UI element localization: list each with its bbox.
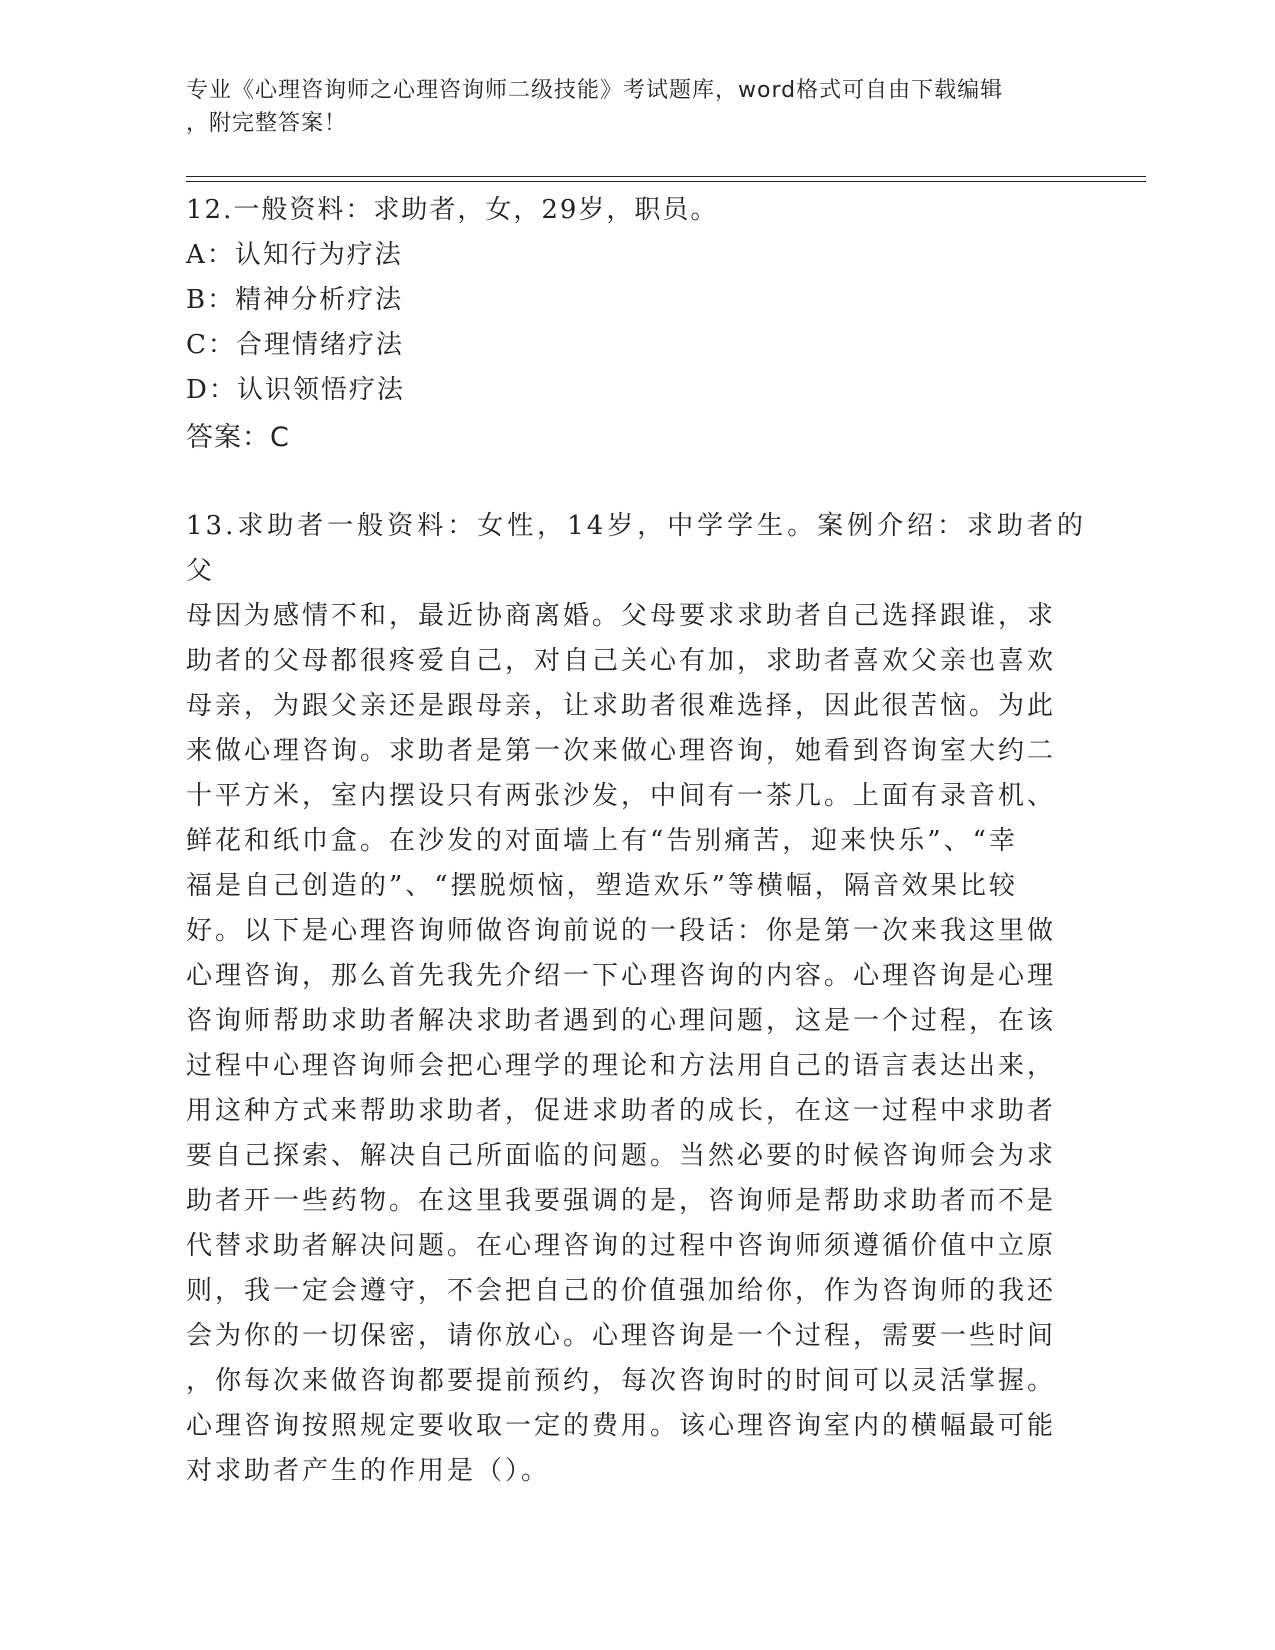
question-13-line: 代替求助者解决问题。在心理咨询的过程中咨询师须遵循价值中立原 <box>186 1231 1057 1261</box>
question-13-line: 则，我一定会遵守，不会把自己的价值强加给你，作为咨询师的我还 <box>186 1276 1057 1306</box>
question-13-line: 好。以下是心理咨询师做咨询前说的一段话：你是第一次来我这里做 <box>186 916 1057 946</box>
question-13-line: 用这种方式来帮助求助者，促进求助者的成长，在这一过程中求助者 <box>186 1096 1057 1126</box>
question-13-line: 母亲，为跟父亲还是跟母亲，让求助者很难选择，因此很苦恼。为此 <box>186 691 1057 721</box>
question-12 <box>186 188 1086 460</box>
question-13-line: 助者的父母都很疼爱自己，对自己关心有加，求助者喜欢父亲也喜欢 <box>186 646 1057 676</box>
question-13-line: 要自己探索、解决自己所面临的问题。当然必要的时候咨询师会为求 <box>186 1141 1057 1171</box>
question-12-option-a: A：认知行为疗法 <box>186 240 403 270</box>
question-13-line: 过程中心理咨询师会把心理学的理论和方法用自己的语言表达出来， <box>186 1051 1057 1081</box>
question-13-line: 十平方米，室内摆设只有两张沙发，中间有一茶几。上面有录音机、 <box>186 781 1057 811</box>
question-13-line: ，你每次来做咨询都要提前预约，每次咨询时的时间可以灵活掌握。 <box>186 1366 1057 1396</box>
question-13-line: 福是自己创造的”、“摆脱烦恼，塑造欢乐”等横幅，隔音效果比较 <box>186 871 1018 901</box>
header-divider-bottom <box>186 181 1146 182</box>
question-13-line: 心理咨询按照规定要收取一定的费用。该心理咨询室内的横幅最可能 <box>186 1411 1057 1441</box>
header-divider-top <box>186 176 1146 177</box>
question-12-option-d: D：认识领悟疗法 <box>186 375 405 405</box>
header-line-1: 专业《心理咨询师之心理咨询师二级技能》考试题库，word格式可自由下载编辑 <box>186 78 1004 103</box>
question-13-line: 心理咨询，那么首先我先介绍一下心理咨询的内容。心理咨询是心理 <box>186 961 1057 991</box>
question-12-option-c: C：合理情绪疗法 <box>186 330 404 360</box>
question-12-stem: 12.一般资料：求助者，女，29岁，职员。 <box>186 195 719 225</box>
question-13-line: 会为你的一切保密，请你放心。心理咨询是一个过程，需要一些时间 <box>186 1321 1057 1351</box>
question-13-line: 来做心理咨询。求助者是第一次来做心理咨询，她看到咨询室大约二 <box>186 736 1057 766</box>
question-13-line: 助者开一些药物。在这里我要强调的是，咨询师是帮助求助者而不是 <box>186 1186 1057 1216</box>
document-header <box>186 74 1066 140</box>
header-line-2: ，附完整答案！ <box>186 111 348 136</box>
question-13-line: 鲜花和纸巾盒。在沙发的对面墙上有“告别痛苦，迎来快乐”、“幸 <box>186 826 1018 856</box>
question-12-answer: 答案：C <box>186 422 290 453</box>
question-13-line: 母因为感情不和，最近协商离婚。父母要求求助者自己选择跟谁，求 <box>186 601 1057 631</box>
question-13-line: 咨询师帮助求助者解决求助者遇到的心理问题，这是一个过程，在该 <box>186 1006 1057 1036</box>
question-12-option-b: B：精神分析疗法 <box>186 285 404 315</box>
question-13 <box>186 504 1086 1494</box>
question-13-line: 对求助者产生的作用是（）。 <box>186 1456 551 1486</box>
question-13-line: 13.求助者一般资料：女性，14岁，中学学生。案例介绍：求助者的父 <box>186 511 1086 586</box>
